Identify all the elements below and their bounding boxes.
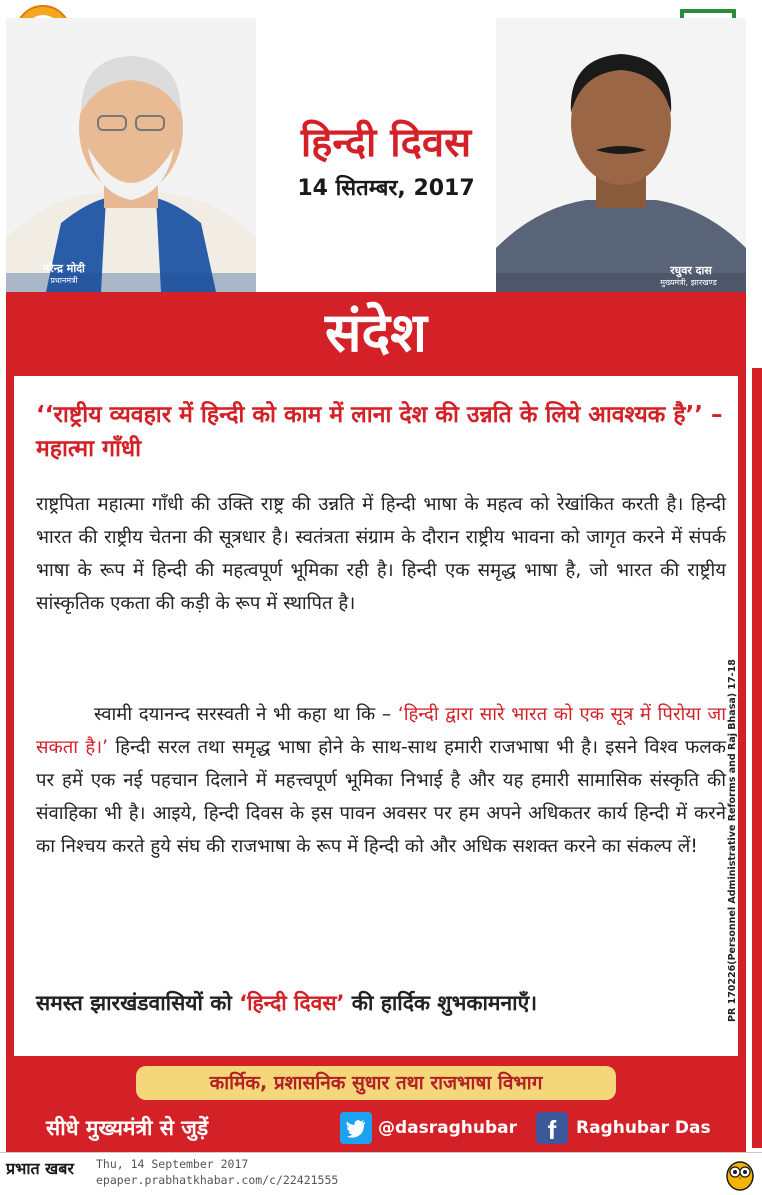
paper-logo[interactable]: प्रभात खबर bbox=[6, 1159, 74, 1178]
event-date: 14 सितम्बर, 2017 bbox=[297, 176, 475, 201]
closing-highlight: ‘हिन्दी दिवस’ bbox=[239, 991, 345, 1015]
header bbox=[6, 0, 746, 292]
left-person-role: प्रधानमंत्री bbox=[50, 276, 78, 285]
edition-date: Thu, 14 September 2017 bbox=[96, 1157, 249, 1171]
portrait-left-image bbox=[6, 18, 256, 292]
side-red-bar bbox=[752, 368, 762, 1148]
paragraph-1: राष्ट्रपिता महात्मा गाँधी की उक्ति राष्ट्र की उन्नति में हिन्दी भाषा के महत्व को रेखांकित करती है। हिन्दी भारत की राष्ट्रीय चेतना की सूत्रधार है। स्वतंत्रता संग्राम के दौरान राष्ट्रीय भावना को जागृत करने में संपर्क भाषा के रूप में हिन्दी की महत्वपूर्ण भूमिका रही है। हिन्दी एक समृद्ध भाषा है, जो भारत की राष्ट्रीय सांस्कृतिक एकता की कड़ी के रूप में स्थापित है। bbox=[36, 494, 726, 614]
connect-text: सीधे मुख्यमंत्री से जुड़ें bbox=[46, 1116, 209, 1140]
facebook-icon[interactable]: f bbox=[536, 1112, 568, 1144]
paragraph-2-lead: स्वामी दयानन्द सरस्वती ने भी कहा था कि – bbox=[94, 704, 398, 725]
advertisement bbox=[6, 0, 746, 1152]
owl-icon bbox=[724, 1157, 756, 1191]
twitter-handle-link[interactable]: @dasraghubar bbox=[378, 1118, 518, 1138]
twitter-icon[interactable] bbox=[340, 1112, 372, 1144]
release-code: PR 170226(Personnel Administrative Reforms and Raj Bhasa) 17-18 bbox=[727, 659, 738, 1022]
left-person-name: नरेन्द्र मोदी bbox=[43, 262, 85, 275]
right-person-name: रघुवर दास bbox=[670, 264, 712, 277]
facebook-name-link[interactable]: Raghubar Das bbox=[576, 1118, 711, 1138]
right-person-role: मुख्यमंत्री, झारखण्ड bbox=[660, 278, 717, 287]
sandesh-band bbox=[6, 292, 746, 376]
paragraph-2 bbox=[36, 698, 726, 863]
sandesh-heading: संदेश bbox=[325, 301, 427, 364]
message-content bbox=[6, 376, 746, 1056]
closing-after: की हार्दिक शुभकामनाएँ। bbox=[344, 991, 538, 1015]
department-name: कार्मिक, प्रशासनिक सुधार तथा राजभाषा विभाग bbox=[136, 1066, 616, 1100]
gandhi-quote: ‘‘राष्ट्रीय व्यवहार में हिन्दी को काम में लाना देश की उन्नति के लिये आवश्यक है’’ – महात्मा गाँधी bbox=[36, 402, 723, 462]
portrait-left bbox=[6, 18, 256, 292]
closing-before: समस्त झारखंडवासियों को bbox=[36, 991, 240, 1015]
paragraph-2-rest: हिन्दी सरल तथा समृद्ध भाषा होने के साथ-साथ हमारी राजभाषा भी है। इसने विश्व फलक पर हमें एक नई पहचान दिलाने में महत्त्वपूर्ण भूमिका निभाई है और यह हमारी सामासिक संस्कृति की संवाहिका भी है। आइये, हिन्दी दिवस के इस पावन अवसर पर हम अपने अधिकतर कार्य हिन्दी में करने का निश्चय करते हुये संघ की राजभाषा के रूप में हिन्दी को और अधिक सशक्त करने का संकल्प लें! bbox=[36, 737, 726, 857]
portrait-right bbox=[496, 18, 746, 292]
epaper-url[interactable]: epaper.prabhatkhabar.com/c/22421555 bbox=[96, 1173, 339, 1187]
epaper-strip bbox=[0, 1152, 762, 1195]
paragraph-2-highlight: ‘हिन्दी द्वारा सारे भारत को एक सूत्र में पिरोया जा सकता है।’ bbox=[36, 704, 726, 758]
closing-greeting bbox=[36, 988, 726, 1018]
page-title: हिन्दी दिवस bbox=[300, 120, 472, 166]
portrait-right-image bbox=[496, 18, 746, 292]
footer-band bbox=[6, 1056, 746, 1152]
